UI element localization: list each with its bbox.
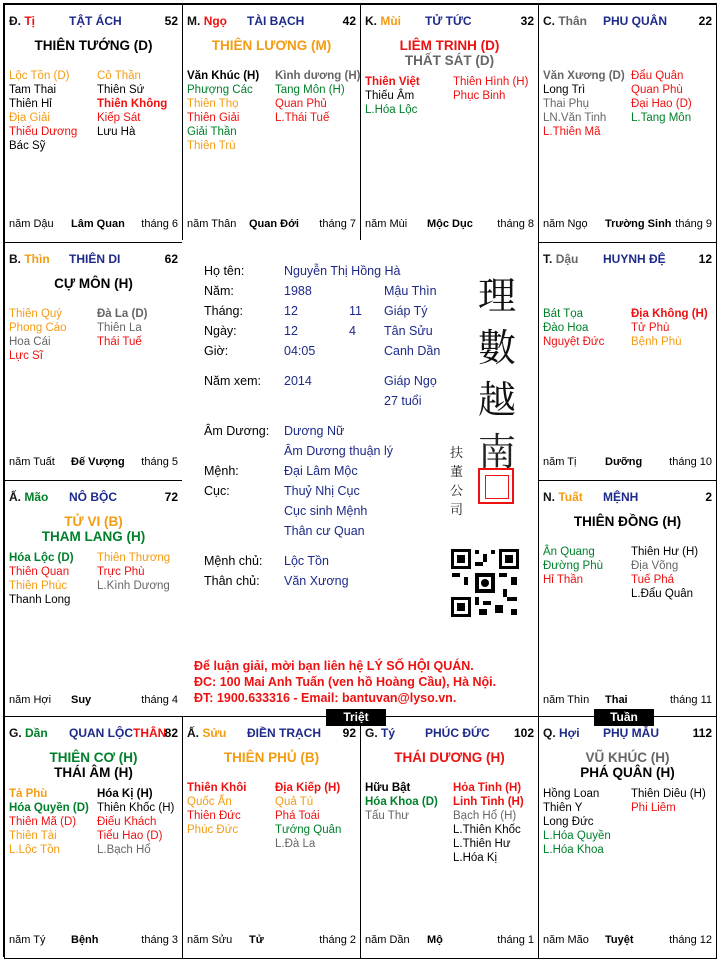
life-stage: Trường Sinh	[605, 218, 672, 230]
minor-star: L.Lộc Tồn	[9, 844, 60, 856]
period-year: năm Dậu	[9, 218, 54, 230]
minor-star: Thiên Diêu (H)	[631, 788, 706, 800]
minor-star: Thiên Hỉ	[9, 98, 52, 110]
minor-star: Thiên Tài	[9, 830, 57, 842]
minor-star: Ân Quang	[543, 546, 595, 558]
major-star: CỰ MÔN (H)	[54, 276, 133, 291]
period-month: tháng 1	[497, 934, 534, 946]
minor-star: Trực Phù	[97, 566, 145, 578]
minor-star: L.Bạch Hổ	[97, 844, 151, 856]
life-stage: Tử	[249, 934, 264, 946]
can-label: G.	[365, 726, 378, 740]
seal-char: 公	[450, 484, 464, 499]
minor-star: Linh Tinh (H)	[453, 796, 524, 808]
period-month: tháng 4	[141, 694, 178, 706]
minor-star: Hoa Cái	[9, 336, 51, 348]
minor-star: Lực Sĩ	[9, 350, 43, 362]
minor-star: Kiếp Sát	[97, 112, 141, 124]
minor-star: Thiên Quý	[9, 308, 63, 320]
name-value: Nguyễn Thị Hồng Hà	[284, 264, 401, 278]
cuc-note: Cục sinh Mệnh	[284, 504, 368, 518]
minor-star: Thiên Giải	[187, 112, 240, 124]
major-star: VŨ KHÚC (H)	[585, 750, 670, 765]
seal-small-text	[450, 444, 466, 520]
minor-star: Long Đức	[543, 816, 594, 828]
minor-star: Thanh Long	[9, 594, 71, 606]
minor-star: Hóa Kị (H)	[97, 788, 153, 800]
chi-label: Tuất	[558, 490, 583, 504]
menh-label: Mệnh:	[204, 464, 239, 478]
day-lunar: 4	[349, 324, 356, 338]
triet-tag: Triệt	[326, 709, 386, 726]
minor-star: L.Hóa Quyền	[543, 830, 611, 842]
period-month: tháng 2	[319, 934, 356, 946]
minor-star: L.Hóa Lộc	[365, 104, 418, 116]
name-label: Họ tên:	[204, 264, 245, 278]
amduong-label: Âm Dương:	[204, 424, 270, 438]
month-solar: 12	[284, 304, 298, 318]
minor-star: Hỏa Tinh (H)	[453, 782, 522, 794]
major-star: THIÊN ĐỒNG (H)	[573, 514, 682, 529]
minor-star: Hóa Khoa (D)	[365, 796, 438, 808]
chi-label: Tị	[24, 14, 36, 28]
minor-star: Phá Toái	[275, 810, 320, 822]
period-year: năm Tuất	[9, 456, 55, 468]
palace-name: ĐIỀN TRẠCH	[247, 726, 321, 740]
minor-star: Địa Không (H)	[631, 308, 708, 320]
minor-star: Địa Kiếp (H)	[275, 782, 341, 794]
minor-star: Thai Phụ	[543, 98, 590, 110]
major-star: TỬ VI (B)	[64, 514, 123, 529]
logo-char: 理	[477, 274, 516, 318]
chi-label: Dậu	[555, 252, 579, 266]
minor-star: Hỉ Thần	[543, 574, 584, 586]
period-month: tháng 9	[675, 218, 712, 230]
chi-label: Tý	[381, 726, 396, 740]
can-label: M.	[187, 14, 201, 28]
can-label: G.	[9, 726, 22, 740]
can-label: Q.	[543, 726, 556, 740]
chi-label: Ngọ	[203, 14, 228, 28]
palace-name: TẬT ÁCH	[69, 14, 122, 28]
menh-value: Đại Lâm Mộc	[284, 464, 358, 478]
logo-char: 越	[477, 378, 516, 422]
palace-age: 42	[342, 14, 356, 28]
contact-line-1: Để luận giải, mời bạn liên hệ LÝ SỐ HỘI QUÁN.	[194, 659, 474, 673]
minor-star: Thiên Việt	[365, 76, 420, 88]
life-stage: Suy	[71, 694, 92, 706]
minor-star: Thiên Khôi	[187, 782, 247, 794]
amduong-value: Dương Nữ	[284, 424, 345, 438]
palace-name: PHÚC ĐỨC	[425, 726, 490, 740]
minor-star: Nguyệt Đức	[543, 336, 605, 348]
period-year: năm Tị	[543, 456, 577, 468]
major-star: THIÊN CƠ (H)	[49, 750, 138, 765]
period-year: năm Thân	[187, 218, 237, 230]
minor-star: Phong Cáo	[9, 322, 67, 334]
life-stage: Quan Đới	[249, 218, 299, 230]
amduong-note: Âm Dương thuận lý	[284, 444, 393, 458]
minor-star: Phượng Các	[187, 84, 253, 96]
major-star: PHÁ QUÂN (H)	[580, 765, 675, 780]
tuan-tag: Tuần	[594, 709, 654, 726]
minor-star: Long Trì	[543, 84, 586, 96]
month-canchi: Giáp Tý	[384, 304, 428, 318]
day-solar: 12	[284, 324, 298, 338]
year-value: 1988	[284, 284, 312, 298]
can-label: Ấ.	[9, 490, 21, 504]
minor-star: Bác Sỹ	[9, 140, 46, 152]
hour-label: Giờ:	[204, 344, 229, 358]
major-star: THÁI DƯƠNG (H)	[394, 750, 505, 765]
cuc-label: Cục:	[204, 484, 230, 498]
menh-chu-label: Mệnh chủ:	[204, 554, 263, 568]
palace-age: 62	[164, 252, 178, 266]
minor-star: Hóa Lộc (D)	[9, 552, 74, 564]
view-year-value: 2014	[284, 374, 312, 388]
major-star: THIÊN TƯỚNG (D)	[34, 38, 153, 53]
life-stage: Thai	[605, 694, 628, 706]
minor-star: Tấu Thư	[365, 810, 409, 822]
life-stage: Mộc Dục	[427, 218, 473, 230]
minor-star: L.Đẩu Quân	[631, 588, 694, 600]
minor-star: Quan Phù	[631, 84, 683, 96]
minor-star: Thiên Đức	[187, 810, 241, 822]
life-stage: Tuyệt	[605, 934, 634, 946]
minor-star: Đào Hoa	[543, 322, 589, 334]
year-label: Năm:	[204, 284, 234, 298]
minor-star: Tướng Quân	[275, 824, 342, 836]
minor-star: Cô Thần	[97, 70, 141, 82]
minor-star: Thiên Mã (D)	[9, 816, 77, 828]
major-star: THÁI ÂM (H)	[54, 765, 133, 780]
minor-star: Kình dương (H)	[275, 70, 361, 82]
minor-star: Tuế Phá	[631, 574, 675, 586]
palace-name: PHỤ MẪU	[603, 726, 659, 740]
can-label: K.	[365, 14, 377, 28]
period-month: tháng 7	[319, 218, 356, 230]
chi-label: Mùi	[380, 14, 402, 28]
can-label: T.	[543, 252, 553, 266]
minor-star: Thiếu Âm	[365, 90, 415, 102]
period-month: tháng 8	[497, 218, 534, 230]
qr-code[interactable]	[450, 548, 520, 618]
can-label: B.	[9, 252, 21, 266]
than-cu-note: Thân cư Quan	[284, 524, 365, 538]
seal-char: 扶	[450, 446, 464, 461]
period-month: tháng 12	[669, 934, 712, 946]
can-label: C.	[543, 14, 555, 28]
life-stage: Lâm Quan	[71, 218, 125, 230]
chi-label: Sửu	[202, 726, 227, 740]
period-month: tháng 10	[669, 456, 712, 468]
day-canchi: Tân Sửu	[384, 324, 433, 338]
year-canchi: Mậu Thìn	[384, 284, 437, 298]
seal-char: 董	[450, 465, 464, 480]
minor-star: Tam Thai	[9, 84, 57, 96]
palace-age: 32	[520, 14, 534, 28]
period-month: tháng 3	[141, 934, 178, 946]
period-month: tháng 11	[669, 694, 712, 706]
palace-name: QUAN LỘC	[69, 726, 133, 740]
logo-char: 數	[477, 326, 516, 370]
minor-star: Thiên La	[97, 322, 142, 334]
period-year: năm Hợi	[9, 694, 52, 706]
minor-star: Tang Môn (H)	[275, 84, 345, 96]
minor-star: Bệnh Phù	[631, 336, 682, 348]
minor-star: Tả Phù	[9, 788, 48, 800]
logo-char: 南	[477, 430, 516, 474]
age-value: 27 tuổi	[384, 394, 422, 408]
minor-star: L.Thái Tuế	[275, 112, 330, 124]
minor-star: L.Kình Dương	[97, 580, 170, 592]
view-year-canchi: Giáp Ngọ	[384, 374, 437, 388]
than-marker: THÂN	[133, 726, 167, 740]
chi-label: Thìn	[24, 252, 50, 266]
minor-star: L.Hóa Khoa	[543, 844, 604, 856]
palace-age: 22	[698, 14, 712, 28]
period-month: tháng 6	[141, 218, 178, 230]
minor-star: Thiên Thương	[97, 552, 171, 564]
palace-name: PHU QUÂN	[603, 14, 668, 28]
minor-star: L.Đà La	[275, 838, 316, 850]
minor-star: Hồng Loan	[543, 788, 600, 800]
palace-age: 102	[513, 726, 534, 740]
major-star: THIÊN PHỦ (B)	[223, 750, 320, 765]
minor-star: Thiên Khốc (H)	[97, 802, 175, 814]
minor-star: L.Thiên Mã	[543, 126, 601, 138]
palace-age: 112	[692, 726, 712, 740]
palace-age: 12	[698, 252, 712, 266]
minor-star: Thiên Không	[97, 98, 168, 110]
major-star: THAM LANG (H)	[41, 529, 146, 544]
minor-star: Thái Tuế	[97, 336, 142, 348]
period-month: tháng 5	[141, 456, 178, 468]
day-label: Ngày:	[204, 324, 237, 338]
minor-star: Đường Phù	[543, 560, 603, 572]
palace-name: TỬ TỨC	[425, 14, 472, 28]
chi-label: Dần	[25, 726, 48, 740]
can-label: Đ.	[9, 14, 21, 28]
minor-star: Điếu Khách	[97, 816, 157, 828]
period-year: năm Sửu	[187, 934, 233, 946]
life-stage: Mộ	[427, 934, 443, 946]
chi-label: Thân	[558, 14, 588, 28]
minor-star: LN.Văn Tinh	[543, 112, 607, 124]
minor-star: L.Tang Môn	[631, 112, 692, 124]
can-label: Ấ.	[187, 726, 199, 740]
contact-address: ĐC: 100 Mai Anh Tuấn (ven hồ Hoàng Cầu), Hà Nội.	[194, 675, 497, 689]
minor-star: L.Thiên Hư	[453, 838, 511, 850]
calligraphy-logo	[472, 270, 522, 478]
minor-star: L.Hóa Kị	[453, 852, 498, 864]
minor-star: Địa Võng	[631, 560, 679, 572]
minor-star: Bát Tọa	[543, 308, 584, 320]
palace-age: 52	[164, 14, 178, 28]
palace-name: HUYNH ĐỆ	[603, 252, 666, 266]
minor-star: Quả Tú	[275, 796, 314, 808]
life-stage: Dưỡng	[605, 456, 643, 468]
menh-chu-value: Lộc Tồn	[284, 554, 329, 568]
than-chu-value: Văn Xương	[284, 574, 349, 588]
period-year: năm Mùi	[365, 218, 408, 230]
minor-star: Hóa Quyền (D)	[9, 802, 89, 814]
minor-star: Thiên Trù	[187, 140, 236, 152]
minor-star: Quan Phủ	[275, 98, 327, 110]
period-year: năm Ngọ	[543, 218, 588, 230]
period-year: năm Mão	[543, 934, 589, 946]
minor-star: Giải Thần	[187, 126, 237, 138]
minor-star: Đẩu Quân	[631, 70, 684, 82]
contact-phone-email[interactable]: ĐT: 1900.633316 - Email: bantuvan@lyso.vn.	[194, 691, 457, 705]
life-stage: Bệnh	[71, 934, 99, 946]
palace-name: TÀI BẠCH	[247, 14, 305, 28]
red-stamp	[478, 468, 514, 504]
palace-age: 82	[164, 726, 178, 740]
minor-star: Quốc Ấn	[187, 796, 232, 808]
chi-label: Mão	[24, 490, 49, 504]
month-lunar: 11	[349, 304, 362, 318]
seal-char: 司	[450, 503, 464, 518]
minor-star: Đà La (D)	[97, 308, 148, 320]
palace-name: THIÊN DI	[69, 252, 121, 266]
minor-star: Thiên Phúc	[9, 580, 68, 592]
minor-star: Phi Liêm	[631, 802, 676, 814]
period-year: năm Thìn	[543, 694, 590, 706]
period-year: năm Tý	[9, 934, 46, 946]
cuc-value: Thuỷ Nhị Cục	[284, 484, 360, 498]
minor-star: Đại Hao (D)	[631, 98, 692, 110]
minor-star: Thiên Hư (H)	[631, 546, 699, 558]
minor-star: Hữu Bật	[365, 782, 411, 794]
minor-star: Văn Khúc (H)	[187, 70, 260, 82]
info-panel	[182, 240, 538, 716]
view-year-label: Năm xem:	[204, 374, 261, 388]
minor-star: Văn Xương (D)	[543, 70, 625, 82]
month-label: Tháng:	[204, 304, 243, 318]
minor-star: L.Thiên Khốc	[453, 824, 521, 836]
minor-star: Phục Binh	[453, 90, 506, 102]
life-stage: Đế Vượng	[71, 456, 125, 468]
than-chu-label: Thân chủ:	[204, 574, 260, 588]
hour-value: 04:05	[284, 344, 316, 358]
minor-star: Thiên Thọ	[187, 98, 239, 110]
minor-star: Thiên Y	[543, 802, 583, 814]
palace-age: 72	[164, 490, 178, 504]
period-year: năm Dần	[365, 934, 410, 946]
palace-age: 2	[705, 490, 712, 504]
minor-star: Lưu Hà	[97, 126, 136, 138]
palace-age: 92	[342, 726, 356, 740]
major-star: THIÊN LƯƠNG (M)	[211, 38, 332, 53]
minor-star: Phúc Đức	[187, 824, 239, 836]
minor-star: Thiên Sứ	[97, 84, 145, 96]
palace-name: NÔ BỘC	[69, 490, 117, 504]
minor-star: Thiếu Dương	[9, 126, 78, 138]
minor-star: Thiên Quan	[9, 566, 70, 578]
minor-star: Tử Phù	[631, 322, 670, 334]
major-star: THẤT SÁT (D)	[404, 53, 495, 68]
minor-star: Tiểu Hao (D)	[97, 830, 163, 842]
major-star: LIÊM TRINH (D)	[399, 38, 500, 53]
chi-label: Hợi	[559, 726, 580, 740]
minor-star: Lộc Tồn (D)	[9, 70, 70, 82]
palace-name: MỆNH	[603, 490, 639, 504]
minor-star: Bạch Hổ (H)	[453, 810, 517, 822]
minor-star: Thiên Hình (H)	[453, 76, 529, 88]
can-label: N.	[543, 490, 555, 504]
hour-canchi: Canh Dần	[384, 344, 441, 358]
minor-star: Địa Giải	[9, 112, 50, 124]
